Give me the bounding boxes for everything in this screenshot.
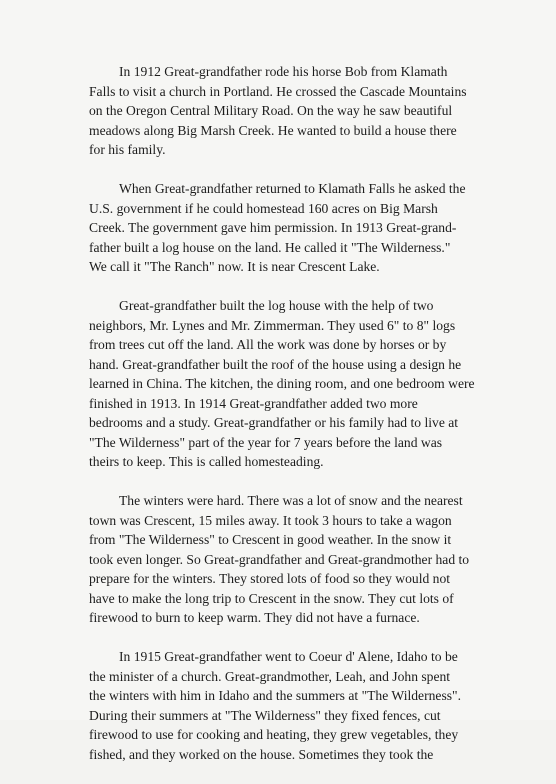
text-line: from "The Wilderness" to Crescent in good weather. In the snow it <box>89 532 452 547</box>
text-line: bedrooms and a study. Great-grandfather or his family had to live at <box>89 415 459 430</box>
text-line: firewood to burn to keep warm. They did not have a furnace. <box>89 610 420 625</box>
text-line: on the Oregon Central Military Road. On the way he saw beautiful <box>89 103 453 118</box>
text-line: neighbors, Mr. Lynes and Mr. Zimmerman. They used 6" to 8" logs <box>89 317 456 333</box>
text-line: fished, and they worked on the house. Sometimes they took the <box>89 746 434 762</box>
text-line: have to make the long trip to Crescent in the snow. They cut lots of <box>89 590 454 606</box>
paragraph-2 <box>89 179 534 277</box>
text-line: In 1915 Great-grandfather went to Coeur d' Alene, Idaho to be <box>119 649 458 664</box>
text-line: theirs to keep. This is called homesteading. <box>89 454 324 469</box>
text-line: We call it "The Ranch" now. It is near Crescent Lake. <box>89 259 380 274</box>
text-line: took even longer. So Great-grandfather and Great-grandmother had to <box>89 551 470 567</box>
text-line: the winters with him in Idaho and the summers at "The Wilderness". <box>89 688 461 703</box>
text-line: The winters were hard. There was a lot of snow and the nearest <box>119 493 463 508</box>
text-line: U.S. government if he could homestead 160 acres on Big Marsh <box>89 200 438 216</box>
text-line: Creek. The government gave him permission. In 1913 Great-grand- <box>89 220 457 235</box>
text-line: the minister of a church. Great-grandmother, Leah, and John spent <box>89 668 451 684</box>
text-line: from trees cut off the land. All the work was done by horses or by <box>89 337 447 352</box>
text-line: finished in 1913. In 1914 Great-grandfather added two more <box>89 395 418 411</box>
paragraph-1 <box>89 62 534 160</box>
text-line: hand. Great-grandfather built the roof of the house using a design he <box>89 356 462 372</box>
text-line: Great-grandfather built the log house with the help of two <box>119 298 434 313</box>
text-line: for his family. <box>89 142 166 157</box>
text-line: During their summers at "The Wilderness" they fixed fences, cut <box>89 707 441 723</box>
text-line: meadows along Big Marsh Creek. He wanted to build a house there <box>89 122 457 138</box>
text-line: "The Wilderness" part of the year for 7 years before the land was <box>89 434 443 450</box>
text-line: prepare for the winters. They stored lots of food so they would not <box>89 571 451 586</box>
text-line: When Great-grandfather returned to Klamath Falls he asked the <box>119 181 466 196</box>
text-line: firewood to use for cooking and heating, they grew vegetables, they <box>89 727 459 742</box>
text-line: learned in China. The kitchen, the dining room, and one bedroom were <box>89 376 475 391</box>
text-line: father built a log house on the land. He called it "The Wilderness." <box>89 239 451 255</box>
text-line: Falls to visit a church in Portland. He crossed the Cascade Mountains <box>89 83 467 99</box>
text-line: town was Crescent, 15 miles away. It took 3 hours to take a wagon <box>89 512 452 528</box>
text-line: In 1912 Great-grandfather rode his horse Bob from Klamath <box>119 64 448 79</box>
paragraph-5 <box>89 647 534 764</box>
paragraph-4 <box>89 491 534 628</box>
paragraph-3 <box>89 296 534 472</box>
document-body <box>89 62 534 784</box>
